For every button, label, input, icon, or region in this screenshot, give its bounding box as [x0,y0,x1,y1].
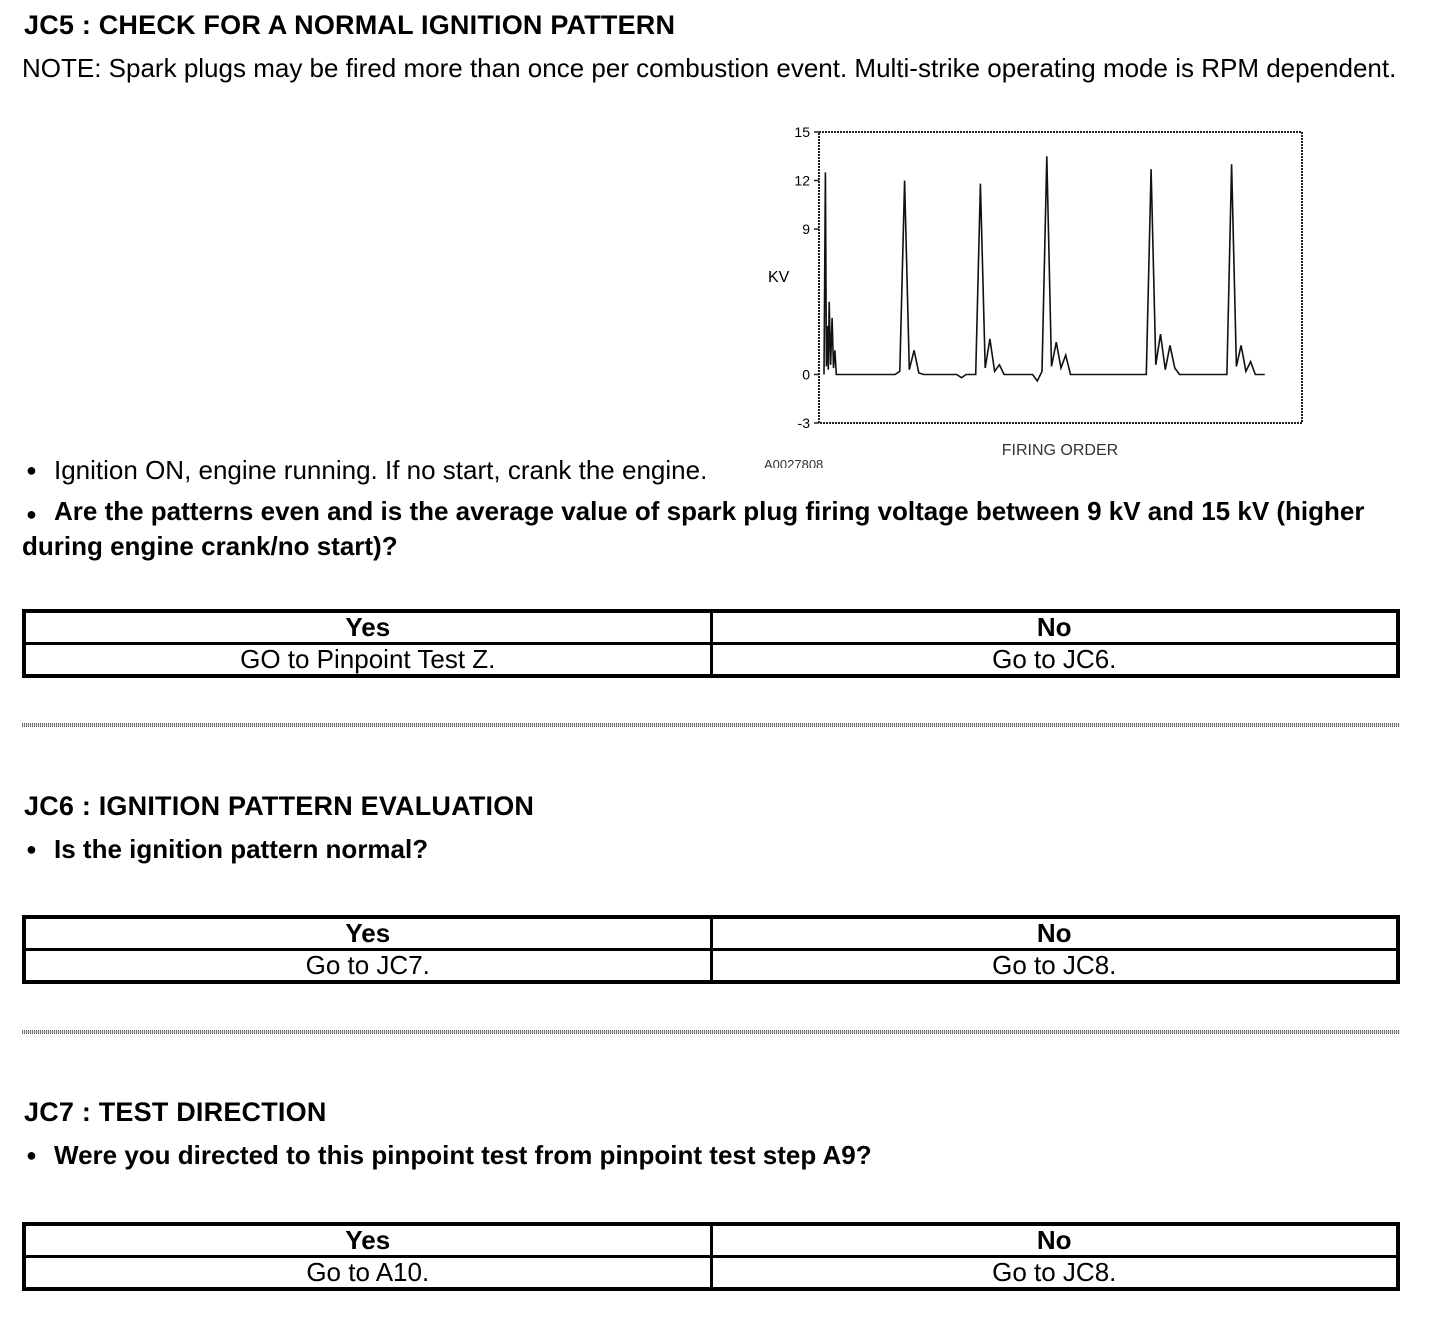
figure-id: A0027808 [764,457,824,468]
no-action: Go to JC8. [711,1257,1398,1290]
yes-action: Go to A10. [24,1257,711,1290]
x-axis-label: FIRING ORDER [1001,442,1119,459]
yes-header: Yes [24,611,711,644]
no-header: No [711,1224,1398,1257]
series-line-ignition-pattern [824,156,1265,381]
jc6-question: Is the ignition pattern normal? [54,834,429,864]
section-divider [22,723,1400,727]
section-divider [22,1030,1400,1034]
yes-header: Yes [24,1224,711,1257]
jc5-answer-table [22,609,1400,678]
jc5-question: Are the patterns even and is the average value of spark plug firing voltage between 9 kV and 15 kV (higher during engine crank/no start)? [22,496,1365,561]
bullet-dot: ● [26,839,37,859]
y-tick-label: -3 [797,415,810,431]
yes-action: Go to JC7. [24,950,711,983]
y-tick-label: 0 [802,366,810,383]
no-header: No [711,917,1398,950]
jc7-bullet-1 [22,1139,1222,1171]
jc6-answer-table [22,915,1400,984]
no-header: No [711,611,1398,644]
y-axis-label: KV [768,269,790,286]
yes-header: Yes [24,917,711,950]
jc5-heading: JC5 : CHECK FOR A NORMAL IGNITION PATTERN [24,10,676,40]
bullet-dot: ● [26,460,37,480]
jc5-bullet-2-text [22,495,1407,562]
no-action: Go to JC6. [711,644,1398,677]
no-action: Go to JC8. [711,950,1398,983]
table-row [24,1257,1398,1290]
jc7-answer-table [22,1222,1400,1291]
table-row [24,644,1398,677]
jc6-bullet-1 [22,833,1022,865]
yes-action: GO to Pinpoint Test Z. [24,644,711,677]
jc5-bullet-2 [22,495,1407,562]
jc7-heading: JC7 : TEST DIRECTION [24,1097,327,1127]
table-header-row [24,917,1398,950]
firing-voltage-chart [750,118,1320,468]
jc5-bullet-1 [22,454,742,486]
bullet-dot: ● [26,1145,37,1165]
y-tick-label: 9 [802,221,810,237]
table-header-row [24,611,1398,644]
jc7-question: Were you directed to this pinpoint test from pinpoint test step A9? [54,1140,872,1170]
jc5-note: NOTE: Spark plugs may be fired more than once per combustion event. Multi-strike operating mode is RPM dependent. [22,53,1397,83]
bullet-dot: ● [26,504,37,524]
jc5-bullet-1-text: Ignition ON, engine running. If no start, crank the engine. [54,455,708,485]
table-row [24,950,1398,983]
y-tick-label: 12 [794,172,810,189]
jc6-heading: JC6 : IGNITION PATTERN EVALUATION [24,791,535,821]
table-header-row [24,1224,1398,1257]
y-tick-label: 15 [794,124,810,140]
chart-svg [750,118,1320,468]
